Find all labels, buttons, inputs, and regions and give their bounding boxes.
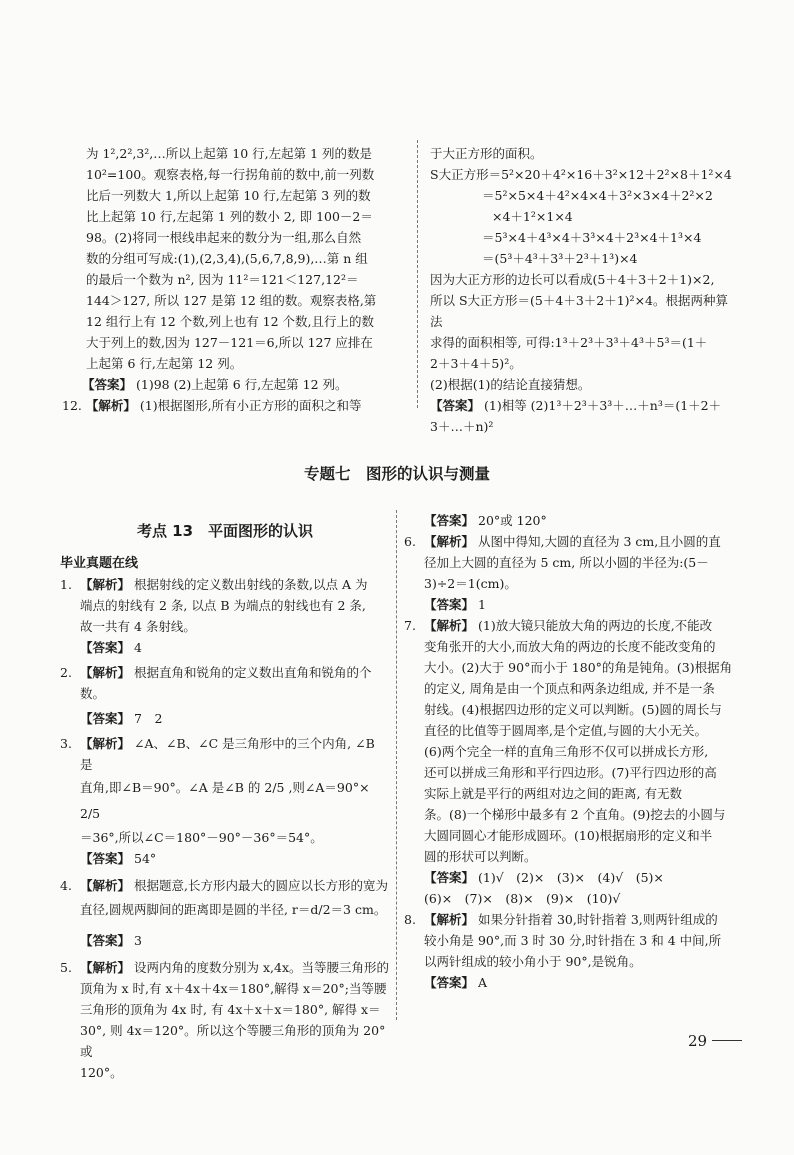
question-number: 6. (404, 534, 416, 549)
text-line: 变角张开的大小,而放大角的两边的长度不能改变角的 (424, 639, 716, 654)
bottom-right-column (404, 510, 738, 993)
question-number: 8. (404, 912, 416, 927)
text-line: 12 组行上有 12 个数,列上也有 12 个数,且行上的数 (86, 314, 375, 329)
question-number: 7. (404, 618, 416, 633)
answer-6 (404, 594, 738, 615)
answer-12 (430, 395, 738, 416)
answer-12-cont: 3＋…＋n)² (430, 419, 494, 434)
bottom-left-column (60, 574, 390, 1083)
answer-7 (404, 867, 738, 888)
text-line: 于大正方形的面积。 (430, 146, 543, 161)
answer-label: 【答案】 (80, 640, 131, 655)
equation-line: S大正方形＝5²×20＋4²×16＋3²×12＋2²×8＋1²×4 (430, 167, 732, 182)
text-line: 径加上大圆的直径为 5 cm, 所以小圆的半径为:(5－ (424, 555, 709, 570)
analysis-text: (1)放大镜只能放大角的两边的长度,不能改 (478, 618, 713, 633)
text-line: 较小角是 90°,而 3 时 30 分,时针指在 3 和 4 中间,所 (424, 933, 722, 948)
answer-5 (404, 510, 738, 531)
text-line: 实际上就是平行的两组对边之间的距离, 有无数 (424, 786, 682, 801)
text-line: (6)两个完全一样的直角三角形不仅可以拼成长方形, (424, 744, 709, 759)
analysis-text: 根据题意,长方形内最大的圆应以长方形的宽为 (134, 878, 388, 893)
answer-text: 7 2 (134, 711, 163, 726)
text-line: 比后一列数大 1,所以上起第 10 行,左起第 3 列的数 (86, 188, 371, 203)
answer-2 (60, 708, 390, 729)
analysis-text: 设两内角的度数分别为 x,4x。当等腰三角形的 (134, 960, 389, 975)
text-line: 98。(2)将同一根线串起来的数分为一组,那么自然 (86, 230, 362, 245)
equation-line: ＝5³×4＋4³×4＋3³×4＋2³×4＋1³×4 (482, 230, 702, 245)
text-line: 因为大正方形的边长可以看成(5＋4＋3＋2＋1)×2, (430, 272, 715, 287)
question-4 (60, 875, 390, 896)
analysis-label: 【解析】 (424, 534, 475, 549)
analysis-text: 从图中得知,大圆的直径为 3 cm,且小圆的直 (478, 534, 721, 549)
question-number: 1. (60, 577, 72, 592)
text-line: 30°, 则 4x＝120°。所以这个等腰三角形的顶角为 20°或 (80, 1023, 386, 1059)
text-line: 顶角为 x 时,有 x＋4x＋4x＝180°,解得 x＝20°;当等腰 (80, 981, 387, 996)
text-line: 直角,即∠B＝90°。∠A 是∠B 的 2/5 ,则∠A＝90°× 2/5 (80, 780, 370, 821)
analysis-text: ∠A、∠B、∠C 是三角形中的三个内角, ∠B 是 (80, 736, 375, 772)
question-8 (404, 909, 738, 930)
answer-text: 1 (478, 597, 486, 612)
text-line: 端点的射线有 2 条, 以点 B 为端点的射线也有 2 条, (80, 598, 366, 613)
text-line: 条。(8)一个梯形中最多有 2 个直角。(9)挖去的小圆与 (424, 807, 726, 822)
answer-label: 【答案】 (82, 377, 133, 392)
text-line: 10²=100。观察表格,每一行拐角前的数中,前一列数 (86, 167, 375, 182)
text-line: 三角形的顶角为 4x 时, 有 4x＋x＋x＝180°, 解得 x＝ (80, 1002, 381, 1017)
answer-11 (82, 374, 404, 395)
question-number: 4. (60, 878, 72, 893)
text-line: 故一共有 4 条射线。 (80, 619, 196, 634)
analysis-label: 【解析】 (80, 960, 131, 975)
page-number: 29 (688, 1032, 708, 1050)
text-line: ＝36°,所以∠C＝180°－90°－36°＝54°。 (80, 830, 323, 845)
question-12 (62, 395, 404, 416)
subsection-title: 毕业真题在线 (60, 556, 139, 571)
analysis-label: 【解析】 (80, 665, 131, 680)
text-line: 求得的面积相等, 可得:1³＋2³＋3³＋4³＋5³＝(1＋ (430, 335, 708, 350)
answer-text: 3 (134, 933, 142, 948)
answer-label: 【答案】 (80, 711, 131, 726)
equation-line: ＝(5³＋4³＋3³＋2³＋1³)×4 (482, 251, 638, 266)
analysis-label: 【解析】 (80, 577, 131, 592)
analysis-text: 如果分针指着 30,时针指着 3,则两针组成的 (478, 912, 718, 927)
analysis-label: 【解析】 (80, 736, 131, 751)
text-line: 3)÷2＝1(cm)。 (424, 576, 517, 591)
answer-text: (1)√ (2)× (3)× (4)√ (5)× (478, 870, 664, 885)
text-line: 大小。(2)大于 90°而小于 180°的角是钝角。(3)根据角 (424, 660, 733, 675)
answer-text: A (478, 975, 488, 990)
analysis-text: (1)根据图形,所有小正方形的面积之和等 (139, 398, 362, 413)
column-divider-bottom (396, 510, 397, 1020)
text-line: 上起第 6 行,左起第 12 列。 (86, 356, 243, 371)
question-number: 3. (60, 736, 72, 751)
analysis-text: 根据直角和锐角的定义数出直角和锐角的个 (134, 665, 372, 680)
answer-label: 【答案】 (80, 933, 131, 948)
answer-label: 【答案】 (424, 975, 475, 990)
text-line: (2)根据(1)的结论直接猜想。 (430, 377, 591, 392)
answer-label: 【答案】 (430, 398, 481, 413)
question-number: 2. (60, 665, 72, 680)
question-1 (60, 574, 390, 595)
text-line: 120°。 (80, 1065, 123, 1080)
question-7 (404, 615, 738, 636)
answer-4 (60, 930, 390, 951)
question-6 (404, 531, 738, 552)
column-divider-top (417, 140, 418, 408)
analysis-label: 【解析】 (424, 618, 475, 633)
text-line: 直径的比值等于圆周率,是个定值,与圆的大小无关。 (424, 723, 707, 738)
answer-text: 20°或 120° (478, 513, 547, 528)
text-line: 数的分组可写成:(1),(2,3,4),(5,6,7,8,9),…第 n 组 (86, 251, 368, 266)
answer-label: 【答案】 (424, 513, 475, 528)
top-right-column (430, 143, 738, 437)
text-line: 还可以拼成三角形和平行四边形。(7)平行四边形的高 (424, 765, 717, 780)
analysis-text: 根据射线的定义数出射线的条数,以点 A 为 (134, 577, 368, 592)
answer-1 (60, 637, 390, 658)
question-2 (60, 662, 390, 683)
text-line: 以两针组成的较小角小于 90°,是锐角。 (424, 954, 642, 969)
text-line: 2＋3＋4＋5)²。 (430, 356, 522, 371)
question-number: 5. (60, 960, 72, 975)
answer-text: 54° (134, 851, 157, 866)
question-number: 12. (62, 398, 82, 413)
analysis-label: 【解析】 (85, 398, 136, 413)
text-line: 圆的形状可以判断。 (424, 849, 537, 864)
page-number-rule (712, 1040, 742, 1041)
answer-3 (60, 848, 390, 869)
analysis-label: 【解析】 (424, 912, 475, 927)
question-3 (60, 733, 390, 775)
text-line: 直径,圆规两脚间的距离即是圆的半径, r＝d/2＝3 cm。 (80, 902, 387, 917)
point-title: 考点 13 平面图形的认识 (136, 522, 314, 540)
answer-7-cont: (6)× (7)× (8)× (9)× (10)√ (424, 891, 621, 906)
text-line: 比上起第 10 行,左起第 1 列的数小 2, 即 100－2＝ (86, 209, 373, 224)
top-left-column (62, 143, 404, 416)
question-5 (60, 957, 390, 978)
analysis-label: 【解析】 (80, 878, 131, 893)
answer-text: 4 (134, 640, 142, 655)
answer-label: 【答案】 (424, 870, 475, 885)
answer-text: (1)相等 (2)1³＋2³＋3³＋…＋n³＝(1＋2＋ (484, 398, 722, 413)
text-line: 为 1²,2²,3²,…所以上起第 10 行,左起第 1 列的数是 (86, 146, 373, 161)
text-line: 所以 S大正方形＝(5＋4＋3＋2＋1)²×4。根据两种算法 (430, 293, 728, 329)
text-line: 的定义, 周角是由一个顶点和两条边组成, 并不是一条 (424, 681, 715, 696)
text-line: 大圆同圆心才能形成圆环。(10)根据扇形的定义和半 (424, 828, 713, 843)
text-line: 144＞127, 所以 127 是第 12 组的数。观察表格,第 (86, 293, 377, 308)
answer-8 (404, 972, 738, 993)
text-line: 数。 (80, 686, 106, 701)
answer-text: (1)98 (2)上起第 6 行,左起第 12 列。 (136, 377, 348, 392)
text-line: 射线。(4)根据四边形的定义可以判断。(5)圆的周长与 (424, 702, 722, 717)
equation-line: ＝5²×5×4＋4²×4×4＋3²×3×4＋2²×2 (482, 188, 713, 203)
answer-label: 【答案】 (424, 597, 475, 612)
text-line: 的最后一个数为 n², 因为 11²＝121＜127,12²＝ (86, 272, 359, 287)
equation-line: ×4＋1²×1×4 (492, 209, 573, 224)
text-line: 大于列上的数,因为 127－121＝6,所以 127 应排在 (86, 335, 373, 350)
section-title: 专题七 图形的认识与测量 (303, 465, 490, 483)
answer-label: 【答案】 (80, 851, 131, 866)
